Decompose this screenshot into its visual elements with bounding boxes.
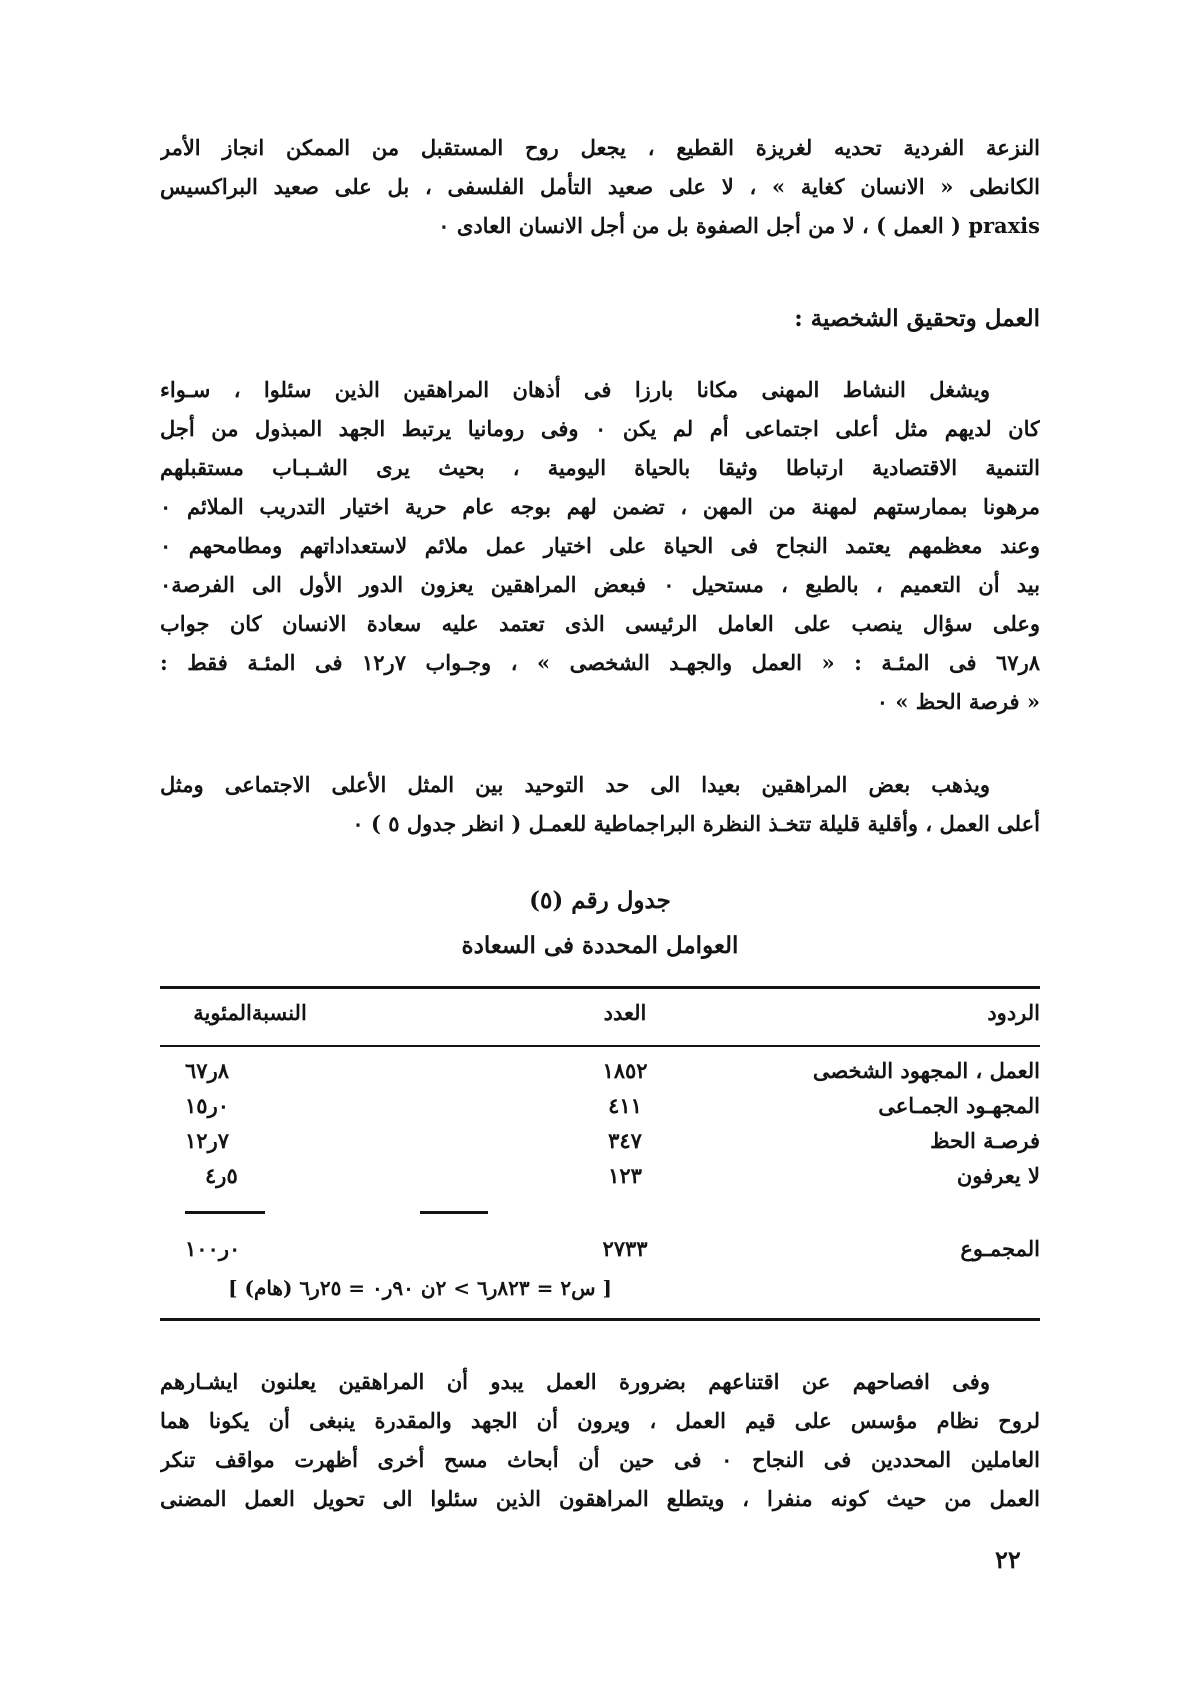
para1-line-3: التنمية الاقتصادية ارتباطا وثيقا بالحياة اليومية ، بحيث يرى الشـبـاب مستقبلهم — [160, 455, 1040, 480]
header-count: العدد — [603, 1000, 647, 1025]
row-3-count: ٣٤٧ — [608, 1128, 642, 1153]
para1-line-2: كان لديهم مثل أعلى اجتماعى أم لم يكن ٠ وفى رومانيا يرتبط الجهد المبذول من أجل — [160, 416, 1040, 441]
intro-line-2: الكانطى « الانسان كغاية » ، لا على صعيد التأمل الفلسفى ، بل على صعيد البراكسيس — [160, 174, 1040, 199]
table-row — [160, 1128, 1040, 1162]
percent-sum-rule — [185, 1211, 265, 1214]
row-1-percent: ٨ر٦٧ — [185, 1058, 229, 1083]
table-header-rule — [160, 1045, 1040, 1047]
page-number: ٢٢ — [995, 1545, 1021, 1574]
table-row — [160, 1093, 1040, 1127]
table-row — [160, 1058, 1040, 1092]
row-1-response: العمل ، المجهود الشخصى — [812, 1058, 1040, 1083]
paragraph-3 — [160, 1362, 1040, 1518]
header-percent: النسبةالمئوية — [193, 1000, 307, 1025]
para2-line-1: ويذهب بعض المراهقين بعيدا الى حد التوحيد بين المثل الأعلى الاجتماعى ومثل — [160, 772, 990, 797]
paragraph-2 — [160, 765, 1040, 843]
header-responses: الردود — [987, 1000, 1040, 1025]
count-sum-rule — [420, 1211, 488, 1214]
row-2-response: المجهـود الجمـاعى — [878, 1093, 1040, 1118]
para1-line-4: مرهونا بممارستهم لمهنة من المهن ، تضمن لهم بوجه عام حرية اختيار التدريب الملائم ٠ — [160, 494, 1040, 519]
para1-line-6: بيد أن التعميم ، بالطبع ، مستحيل ٠ فبعض المراهقين يعزون الدور الأول الى الفرصة٠ — [160, 572, 1040, 597]
row-3-percent: ٧ر١٢ — [185, 1128, 229, 1153]
para2-line-2: أعلى العمل ، وأقلية قليلة تتخـذ النظرة البراجماطية للعمـل ( انظر جدول ٥ ) ٠ — [352, 811, 1040, 836]
para1-line-9: « فرصة الحظ » ٠ — [876, 689, 1040, 714]
para3-line-1: وفى افصاحهم عن اقتناعهم بضرورة العمل يبدو أن المراهقين يعلنون ايشـارهم — [160, 1369, 990, 1394]
row-4-response: لا يعرفون — [956, 1163, 1040, 1188]
total-count: ٢٧٣٣ — [602, 1236, 648, 1261]
table-total-row — [160, 1236, 1040, 1270]
para1-line-1: ويشغل النشاط المهنى مكانا بارزا فى أذهان المراهقين الذين سئلوا ، سـواء — [160, 377, 990, 402]
para3-line-3: العاملين المحددين فى النجاح ٠ فى حين أن أبحاث مسح أخرى أظهرت مواقف تنكر — [160, 1447, 1040, 1472]
para1-line-8: ٨ر٦٧ فى المئـة : « العمل والجهـد الشخصى » ، وجـواب ٧ر١٢ فى المئـة فقط : — [160, 650, 1040, 675]
row-3-response: فرصـة الحظ — [930, 1128, 1040, 1153]
row-4-percent: ٥ر٤ — [205, 1163, 238, 1188]
table-title: العوامل المحددة فى السعادة — [461, 932, 739, 959]
table-top-rule — [160, 986, 1040, 989]
total-label: المجمـوع — [960, 1236, 1040, 1261]
para1-line-7: وعلى سؤال ينصب على العامل الرئيسى الذى تعتمد عليه سعادة الانسان كان جواب — [160, 611, 1040, 636]
intro-line-3: praxis ( العمل ) ، لا من أجل الصفوة بل من أجل الانسان العادى ٠ — [438, 213, 1040, 238]
row-2-percent: ٠ر١٥ — [185, 1093, 229, 1118]
row-2-count: ٤١١ — [608, 1093, 642, 1118]
para3-line-2: لروح نظام مؤسس على قيم العمل ، ويرون أن الجهد والمقدرة ينبغى أن يكونا هما — [160, 1408, 1040, 1433]
row-4-count: ١٢٣ — [608, 1163, 642, 1188]
total-percent: ٠ر١٠٠ — [185, 1236, 241, 1261]
section-heading: العمل وتحقيق الشخصية : — [794, 305, 1040, 332]
table-caption: جدول رقم (٥) — [529, 887, 671, 914]
table-row — [160, 1163, 1040, 1197]
para3-line-4: العمل من حيث كونه منفرا ، ويتطلع المراهقون الذين سئلوا الى تحويل العمل المضنى — [160, 1486, 1040, 1511]
para1-line-5: وعند معظمهم يعتمد النجاح فى الحياة على اختيار عمل ملائم لاستعداداتهم ومطامحهم ٠ — [160, 533, 1040, 558]
intro-paragraph — [160, 128, 1040, 245]
table-bottom-rule — [160, 1318, 1040, 1321]
paragraph-1 — [160, 370, 1040, 721]
chi-square-note: [ س٢ = ٨٢٣ر٦ > ٢ن ٩٠ر٠ = ٢٥ر٦ (هام) ] — [228, 1276, 612, 1300]
row-1-count: ١٨٥٢ — [602, 1058, 648, 1083]
table-header-row — [160, 1000, 1040, 1034]
intro-line-1: النزعة الفردية تحديه لغريزة القطيع ، يجعل روح المستقبل من الممكن انجاز الأمر — [160, 135, 1040, 160]
